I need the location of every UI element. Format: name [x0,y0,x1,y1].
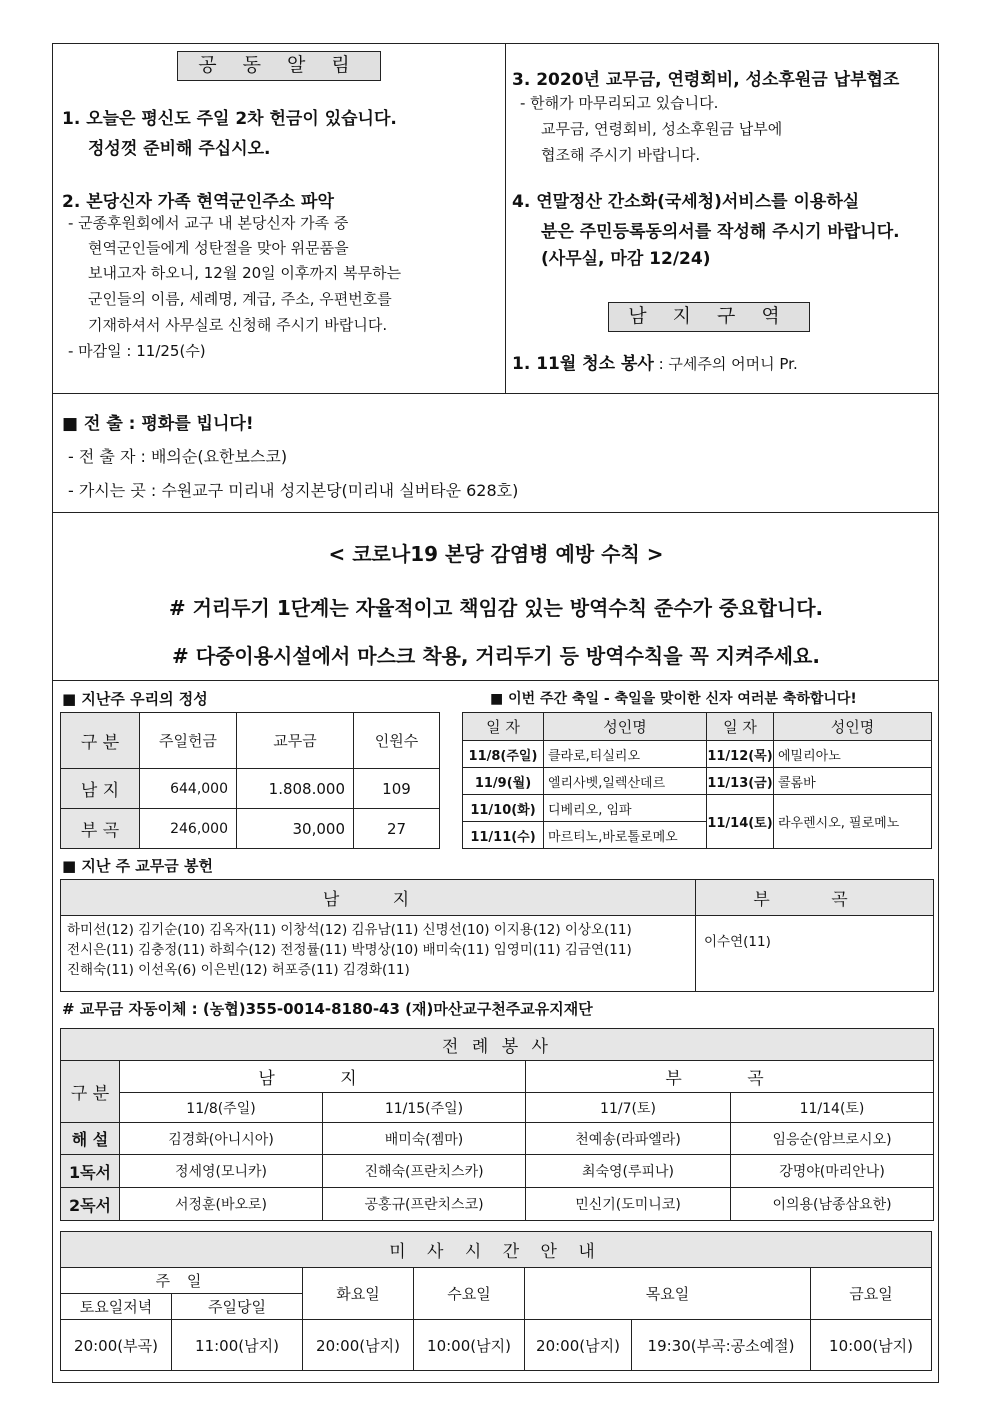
offering-header: 인원수 [354,713,440,769]
mass-time: 20:00(남지) [525,1320,632,1371]
tithe-namji-line: 진해숙(11) 이선옥(6) 이은빈(12) 허포증(11) 김경화(11) [67,962,410,978]
notice-item3-line: 협조해 주시기 바랍니다. [541,146,701,164]
corona-rule-2: # 다중이용시설에서 마스크 착용, 거리두기 등 방역수칙을 꼭 지켜주세요. [172,644,820,668]
mass-sunday: 주 일 [61,1268,303,1294]
mass-time: 11:00(남지) [172,1320,303,1371]
feast-saint: 라우렌시오, 필로메노 [774,795,932,849]
mass-wed: 수요일 [414,1268,525,1320]
offering-cell: 1.808.000 [237,769,354,809]
feast-header: 성인명 [544,713,707,741]
notice-item4-line3: (사무실, 마감 12/24) [541,249,711,269]
mass-title: 미 사 시 간 안 내 [61,1232,932,1268]
liturgy-name: 민신기(도미니코) [526,1188,731,1221]
notice-item2-line: 기재하셔서 사무실로 신청해 주시기 바랍니다. [88,316,388,334]
liturgy-date: 11/7(토) [526,1093,731,1123]
liturgy-name: 진해숙(프란치스카) [323,1155,526,1188]
offering-cell: 644,000 [140,769,237,809]
liturgy-date: 11/15(주일) [323,1093,526,1123]
mass-time: 20:00(남지) [303,1320,414,1371]
liturgy-name: 공홍규(프란치스코) [323,1188,526,1221]
notice-item2-deadline: - 마감일 : 11/25(수) [68,342,206,360]
offering-cell: 109 [354,769,440,809]
offering-row-label: 남 지 [61,769,140,809]
liturgy-name: 천예송(라파엘라) [526,1123,731,1155]
notice-item4-line1: 4. 연말정산 간소화(국세청)서비스를 이용하실 [512,192,860,212]
offering-header: 교무금 [237,713,354,769]
mass-table [60,1231,932,1371]
mass-fri: 금요일 [811,1268,932,1320]
notice-item3-title: 3. 2020년 교무금, 연령회비, 성소후원금 납부협조 [512,70,900,90]
tithe-bugok-list: 이수연(11) [696,916,934,992]
feast-saint: 엘리사벳,일렉산데르 [544,768,707,795]
offering-header: 주일헌금 [140,713,237,769]
notice-item2-line: 보내고자 하오니, 12월 20일 이후까지 복무하는 [88,264,402,282]
feast-table [462,712,932,849]
liturgy-date: 11/8(주일) [120,1093,323,1123]
liturgy-date: 11/14(토) [731,1093,934,1123]
transfer-title: ■ 전 출 : 평화를 빕니다! [62,414,254,434]
liturgy-name: 이의용(남종삼요한) [731,1188,934,1221]
offering-header: 구 분 [61,713,140,769]
liturgy-name: 임응순(암브로시오) [731,1123,934,1155]
transfer-person: - 전 출 자 : 배의순(요한보스코) [68,447,288,466]
notice-item3-line: 교무금, 연령회비, 성소후원금 납부에 [541,120,783,138]
namji-item1-label: 1. 11월 청소 봉사 [512,354,654,374]
feast-saint: 마르티노,바로톨로메오 [544,822,707,849]
notice-item2-title: 2. 본당신자 가족 현역군인주소 파악 [62,192,334,212]
notice-item2-line: - 군종후원회에서 교구 내 본당신자 가족 중 [68,214,349,232]
feast-date: 11/9(월) [463,768,544,795]
feast-date: 11/10(화) [463,795,544,822]
feast-saint: 클라로,티실리오 [544,741,707,768]
offering-table [60,712,440,849]
mass-sat-eve: 토요일저녁 [61,1294,172,1320]
liturgy-name: 강명야(마리안나) [731,1155,934,1188]
transfer-destination: - 가시는 곳 : 수원교구 미리내 성지본당(미리내 실버타운 628호) [68,481,519,500]
notice-item4-line2: 분은 주민등록동의서를 작성해 주시기 바랍니다. [541,222,900,242]
offering-cell: 27 [354,809,440,849]
feast-date: 11/12(목) [707,741,774,768]
mass-sunday-day: 주일당일 [172,1294,303,1320]
notice-item1-line2: 정성껏 준비해 주십시오. [88,139,271,159]
namji-item1 [512,349,798,374]
offering-row-label: 부 곡 [61,809,140,849]
liturgy-name: 김경화(아니시아) [120,1123,323,1155]
namji-title: 남 지 구 역 [608,302,810,332]
feast-header: 일 자 [463,713,544,741]
divider-bottom [52,680,939,681]
liturgy-role: 해 설 [61,1123,120,1155]
tithe-namji-line: 전시은(11) 김충정(11) 하희수(12) 전정률(11) 박명상(10) 배미숙(11) 임영미(11) 김금연(11) [67,942,632,958]
namji-item1-text: : 구세주의 어머니 Pr. [653,355,798,373]
tithe-namji-list [61,916,696,992]
divider-corona [52,512,939,513]
tithe-bugok-header: 부 곡 [696,880,934,916]
feast-saint: 디베리오, 임파 [544,795,707,822]
mass-time: 19:30(부곡:공소예절) [632,1320,811,1371]
liturgy-gubun: 구 분 [61,1061,120,1123]
liturgy-name: 최숙영(루피나) [526,1155,731,1188]
tithe-title: ■ 지난 주 교무금 봉헌 [62,857,213,875]
mass-tue: 화요일 [303,1268,414,1320]
feast-header: 일 자 [707,713,774,741]
liturgy-title: 전 례 봉 사 [61,1029,934,1061]
tithe-namji-line: 하미선(12) 김기순(10) 김옥자(11) 이창석(12) 김유남(11) 신명선(10) 이지용(12) 이상오(11) [67,922,632,938]
notice-item3-line: - 한해가 마무리되고 있습니다. [520,94,719,112]
notice-item2-line: 현역군인들에게 성탄절을 맞아 위문품을 [88,239,349,257]
feast-title: ■ 이번 주간 축일 - 축일을 맞이한 신자 여러분 축하합니다! [490,691,857,707]
tithe-table [60,879,934,992]
feast-date: 11/8(주일) [463,741,544,768]
tithe-autopay: # 교무금 자동이체 : (농협)355-0014-8180-43 (재)마산교구천주교유지재단 [62,1000,593,1018]
offering-title: ■ 지난주 우리의 정성 [62,690,208,708]
liturgy-bugok: 부 곡 [526,1061,934,1093]
offering-cell: 246,000 [140,809,237,849]
feast-header: 성인명 [774,713,932,741]
top-divider [505,43,506,393]
liturgy-namji: 남 지 [120,1061,526,1093]
feast-saint: 에밀리아노 [774,741,932,768]
divider-transfer [52,393,939,394]
liturgy-name: 서정훈(바오로) [120,1188,323,1221]
corona-rule-1: # 거리두기 1단계는 자율적이고 책임감 있는 방역수칙 준수가 중요합니다. [168,596,824,620]
feast-date: 11/11(수) [463,822,544,849]
notice-title: 공 동 알 림 [177,51,381,81]
feast-date: 11/13(금) [707,768,774,795]
feast-date: 11/14(토) [707,795,774,849]
liturgy-table [60,1028,934,1221]
liturgy-name: 정세영(모니카) [120,1155,323,1188]
mass-thu: 목요일 [525,1268,811,1320]
liturgy-role: 1독서 [61,1155,120,1188]
corona-title: < 코로나19 본당 감염병 예방 수칙 > [328,542,664,566]
feast-saint: 콜롬바 [774,768,932,795]
mass-time: 10:00(남지) [414,1320,525,1371]
liturgy-role: 2독서 [61,1188,120,1221]
tithe-namji-header: 남 지 [61,880,696,916]
mass-time: 10:00(남지) [811,1320,932,1371]
notice-item1-line1: 1. 오늘은 평신도 주일 2차 헌금이 있습니다. [62,109,397,129]
liturgy-name: 배미숙(젬마) [323,1123,526,1155]
offering-cell: 30,000 [237,809,354,849]
mass-time: 20:00(부곡) [61,1320,172,1371]
notice-item2-line: 군인들의 이름, 세례명, 계급, 주소, 우편번호를 [88,290,392,308]
